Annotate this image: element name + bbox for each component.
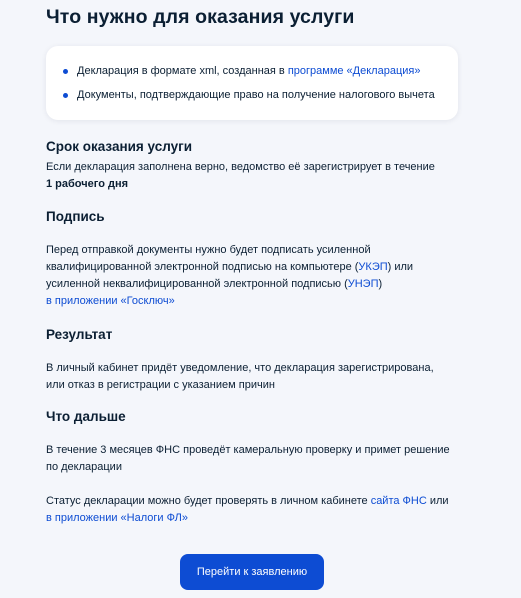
signature-section <box>46 208 466 310</box>
unep-link[interactable]: УНЭП <box>347 278 379 290</box>
status-text: Статус декларации можно будет проверять в личном кабинете <box>46 495 371 507</box>
next-steps-section <box>46 408 466 527</box>
go-to-application-button[interactable]: Перейти к заявлению <box>180 554 324 590</box>
next-steps-heading: Что дальше <box>46 409 126 424</box>
result-heading: Результат <box>46 327 113 342</box>
requirement-text: Декларация в формате xml, созданная в <box>77 65 288 77</box>
declaration-program-link[interactable]: программе «Декларация» <box>287 65 421 77</box>
bullet-icon <box>63 93 68 98</box>
requirement-text: Документы, подтверждающие право на получение налогового вычета <box>77 89 435 101</box>
goskey-app-link[interactable]: в приложении «Госключ» <box>46 295 175 307</box>
deadline-text: Если декларация заполнена верно, ведомство её зарегистрирует в течение <box>46 161 435 173</box>
deadline-heading: Срок оказания услуги <box>46 139 193 154</box>
next-steps-text: В течение 3 месяцев ФНС проведёт камеральную проверку и примет решение по декларации <box>46 444 450 473</box>
bullet-icon <box>63 69 68 74</box>
fns-site-link[interactable]: сайта ФНС <box>370 495 427 507</box>
signature-text: ) <box>378 278 383 290</box>
result-section <box>46 326 466 394</box>
status-text-or: или <box>426 495 449 507</box>
nalogi-app-link[interactable]: в приложении «Налоги ФЛ» <box>46 512 188 524</box>
page-title: Что нужно для оказания услуги <box>46 6 355 28</box>
ukep-link[interactable]: УКЭП <box>358 261 388 273</box>
deadline-days: 1 рабочего дня <box>46 178 129 190</box>
deadline-section <box>46 138 466 193</box>
requirements-card <box>46 46 458 120</box>
result-text: В личный кабинет придёт уведомление, что декларация зарегистрирована, или отказ в регистрации с указанием причин <box>46 362 434 391</box>
signature-heading: Подпись <box>46 209 105 224</box>
signature-text: Перед отправкой документы нужно будет подписать усиленной квалифицированной электронной подписью на компьютере ( <box>46 244 371 273</box>
signature-text: ) или усиленной неквалифицированной электронной подписью ( <box>46 261 414 290</box>
